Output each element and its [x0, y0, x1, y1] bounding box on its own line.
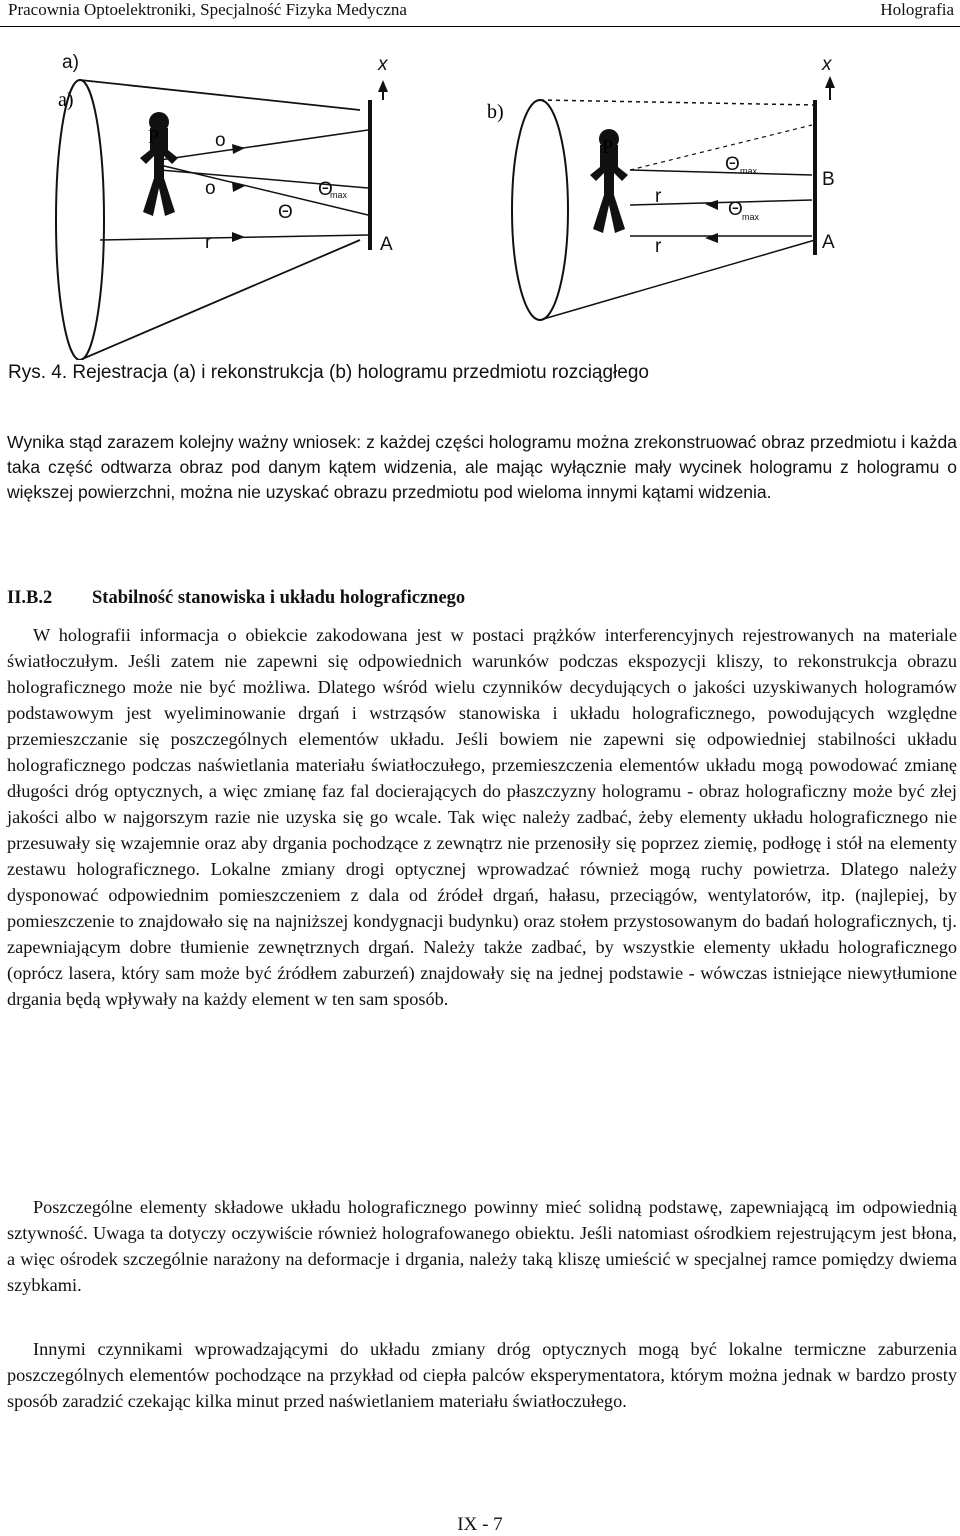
section-number: II.B.2 — [7, 588, 53, 608]
hologram-diagram — [0, 40, 960, 360]
object-label-a: P — [148, 126, 160, 148]
hologram-figure — [0, 40, 960, 360]
r-label-b1: r — [655, 186, 662, 207]
B-label-b: B — [822, 169, 835, 190]
intro-paragraph: Wynika stąd zarazem kolejny ważny wniosek: z każdej części hologramu można zrekonstruować obraz przedmiotu i każda taka część odtwarza obraz pod danym kątem widzenia, ale mając wyłącznie mały wycinek hologramu z hologramu o większej powierzchni, można nie uzyskać obrazu przedmiotu pod wieloma innymi kątami widzenia. — [7, 432, 957, 502]
page-number: IX - 7 — [457, 1514, 503, 1535]
A-label-b: A — [822, 232, 835, 253]
panel-a-scan-label: a) — [62, 52, 79, 73]
paragraph-1: W holografii informacja o obiekcie zakodowana jest w postaci prążków interferencyjnych rejestrowanych na materiale światłoczułym. Jeśli zatem nie zapewni się odpowiednich warunków podczas ekspozycji kliszy, to rekonstrukcja obrazu holograficznego może nie być możliwa. Dlatego wśród wielu czynników decydujących o jakości uzyskiwanych hologramów podstawowym jest wyeliminowanie drgań i wstrząsów stanowiska i układu holograficznego, powodujących względne przemieszczanie się poszczególnych elementów układu. Jeśli bowiem nie zapewni się odpowiedniej stabilności układu holograficznego podczas naświetlania materiału światłoczułego, przemieszczenia elementów układu mogą powodować zmianę długości dróg optycznych, a więc zmianę faz fal docierających do płaszczyzny hologramu - obraz holograficzny może być złej jakości albo w najgorszym razie nie uzyska się go wcale. Tak więc należy zadbać, żeby elementy układu holograficznego nie przesuwały się wzajemnie oraz aby drgania pochodzące z zewnątrz nie przenosiły się poprzez ziemię, podłogę i stół na elementy zestawu holograficznego. Lokalne zmiany drogi optycznej wprowadzać również mogą ruchy powietrza. Dlatego należy dysponować odpowiednim pomieszczeniem z dala od źródeł drgań, hałasu, przeciągów, wentylatorów, itp. (najlepiej, by pomieszczenie to znajdowało się na najniższej kondygnacji budynku) oraz stołem przystosowanym do badań holograficznych, tj. zapewniającym dobre tłumienie zewnętrznych drgań. Należy także zadbać, by wszystkie elementy układu holograficznego (oprócz lasera, który sam może być źródłem zaburzeń) znajdowały się na jednej podstawie - wówczas istniejące niewytłumione drgania będą wpływały na każdy element w ten sam sposób. — [7, 625, 957, 1009]
theta-label-a: Θ — [278, 202, 293, 223]
header-divider — [0, 26, 960, 27]
section-heading — [7, 588, 465, 609]
panel-a-label: a) — [58, 89, 74, 111]
cone-edge-bottom — [80, 240, 360, 360]
object-label-b: P — [602, 136, 614, 158]
ray-arrowhead-3 — [232, 232, 245, 242]
o-label-a2: o — [205, 178, 216, 199]
panel-b — [487, 54, 835, 320]
cone-base-ellipse-b — [512, 100, 568, 320]
r-label-b2: r — [655, 236, 662, 257]
x-axis-arrowhead-b — [825, 76, 835, 88]
theta-max-sub-b2: max — [742, 212, 760, 222]
cone-base-ellipse — [56, 80, 104, 360]
object-silhouette-b — [590, 145, 628, 233]
panel-a — [56, 52, 393, 360]
x-label-a: x — [378, 54, 388, 75]
ray-arrowhead-1 — [232, 144, 245, 154]
ray-center — [160, 170, 368, 188]
theta-max-label-a: Θ — [318, 179, 333, 200]
theta-max-sub-b1: max — [740, 166, 758, 176]
ray-b-dashed — [630, 125, 812, 170]
ray-b-center — [630, 170, 812, 175]
x-label-b: x — [822, 54, 832, 75]
theta-max-label-b2: Θ — [728, 199, 743, 220]
cone-edge-top — [80, 80, 360, 110]
r-label-a: r — [205, 232, 212, 253]
A-label-a: A — [380, 234, 393, 255]
theta-max-label-b1: Θ — [725, 154, 740, 175]
running-header-left: Pracownia Optoelektroniki, Specjalność Fizyka Medyczna — [8, 0, 407, 19]
cone-edge-top-b — [540, 100, 815, 105]
figure-caption: Rys. 4. Rejestracja (a) i rekonstrukcja (b) hologramu przedmiotu rozciągłego — [8, 362, 649, 383]
paragraph-3: Innymi czynnikami wprowadzającymi do układu zmiany dróg optycznych mogą być lokalne termiczne zaburzenia poszczególnych elementów pochodzące na przykład od ciepła palców eksperymentatora, którym można jednak w bardzo prosty sposób zaradzić czekając kilka minut przed naświetlaniem materiału światłoczułego. — [7, 1339, 957, 1411]
running-header-right: Holografia — [880, 0, 954, 19]
o-label-a1: o — [215, 130, 226, 151]
panel-b-label: b) — [487, 101, 504, 123]
ray-o-upper — [160, 130, 368, 160]
theta-max-sub-a: max — [330, 190, 348, 200]
x-axis-arrowhead-a — [378, 80, 388, 92]
paragraph-2: Poszczególne elementy składowe układu holograficznego powinny mieć solidną podstawę, zapewniającą im odpowiednią sztywność. Uwaga ta dotyczy oczywiście również holografowanego obiektu. Jeśli natomiast ośrodkiem rejestrującym jest błona, a więc ośrodek szczególnie narażony na deformacje i drgania, należy taką kliszę umieścić w specjalnej ramce pomiędzy dwiema szybkami. — [7, 1197, 957, 1295]
section-title: Stabilność stanowiska i układu holograficznego — [92, 588, 466, 608]
ray-b-arrowhead-1 — [705, 200, 718, 210]
ray-b-arrowhead-2 — [705, 233, 718, 243]
cone-edge-bottom-b — [540, 240, 815, 320]
